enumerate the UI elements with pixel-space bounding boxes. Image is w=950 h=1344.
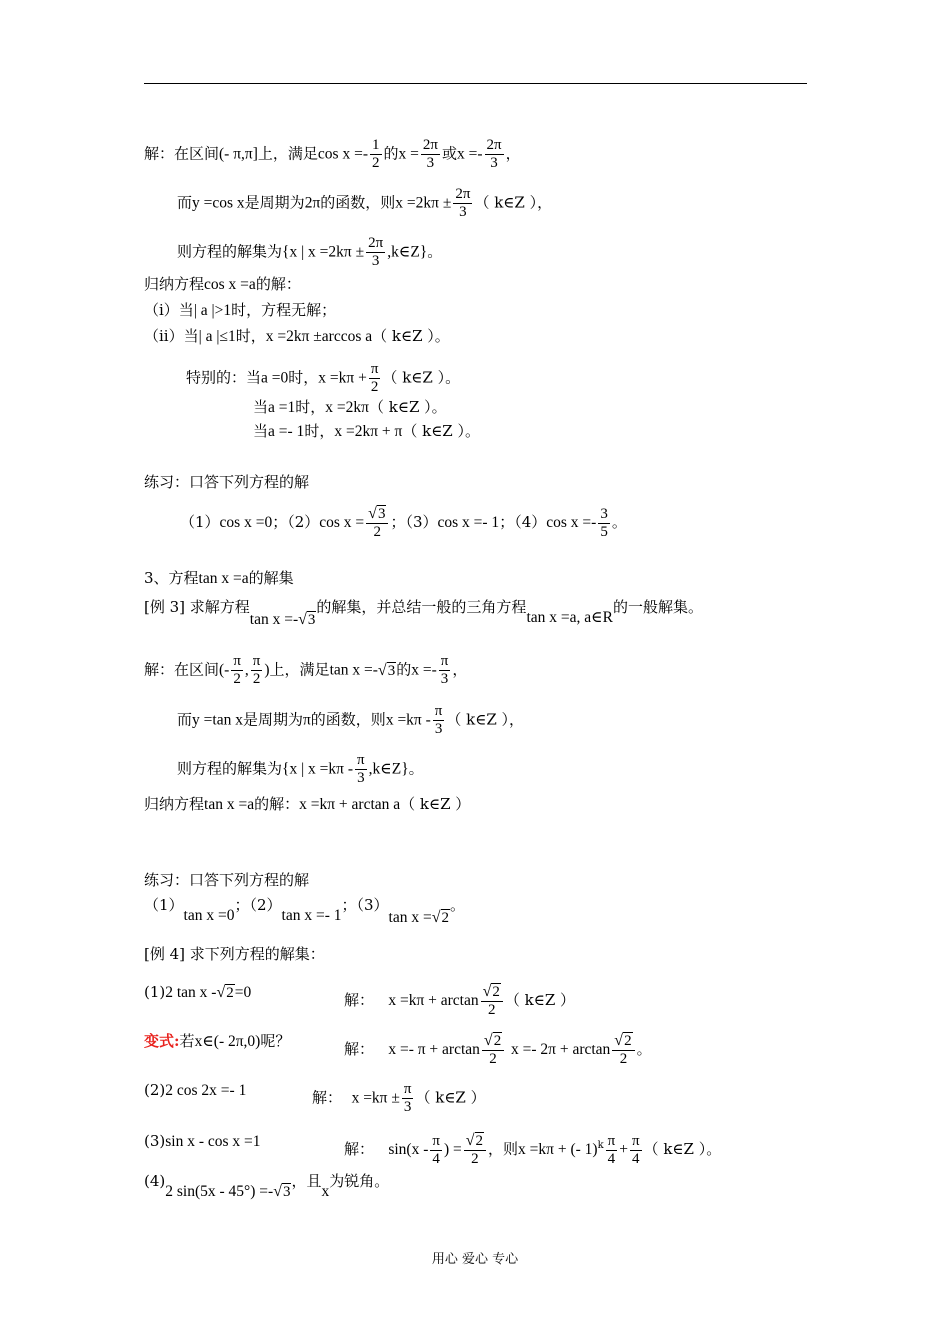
sqrt: √3 [377, 661, 396, 679]
numerator: √2 [464, 1132, 486, 1151]
text: (2) [144, 1081, 166, 1099]
numerator: π [607, 1132, 616, 1149]
math: tan x =0 [183, 907, 235, 924]
text: 或 [441, 144, 457, 163]
exercise-items-1 [180, 505, 627, 541]
text: 的 [383, 144, 399, 163]
math: x =2kπ + π [334, 423, 403, 440]
text: ；（2） [272, 513, 320, 531]
numerator: π [403, 1081, 412, 1097]
text: 时， [295, 398, 326, 416]
exercise-heading-1 [144, 473, 309, 491]
text: 解： [344, 1040, 375, 1058]
variant-label: 变式: [144, 1032, 180, 1050]
text: (3) [144, 1132, 166, 1150]
math: sin x - cos x =1 [165, 1133, 261, 1150]
text: 的解集 [248, 569, 294, 587]
exercise-items-2 [144, 896, 466, 926]
denominator: 2 [372, 155, 380, 171]
math: + [619, 1141, 628, 1158]
math: y =tan x [192, 711, 243, 729]
summary-tan [144, 795, 470, 814]
denominator: 3 [434, 721, 443, 737]
math: | a |>1 [193, 302, 232, 319]
math: tan x = [388, 909, 432, 926]
text: [例 4] 求下列方程的解集： [144, 945, 325, 963]
text: （i）当 [144, 301, 194, 319]
header-rule [144, 83, 807, 84]
denominator: 2 [252, 671, 261, 687]
sqrt-value: 2 [441, 910, 450, 926]
math: cos x =a [204, 276, 256, 293]
denominator: 3 [403, 1099, 412, 1115]
numerator: π [434, 703, 443, 719]
numerator: 3 [600, 505, 608, 522]
math: x∈(- 2π,0) [194, 1033, 261, 1050]
text: 解：在区间 [144, 144, 220, 163]
sqrt-value: 2 [475, 1133, 484, 1149]
denominator: 3 [459, 204, 467, 220]
denominator: 5 [600, 523, 608, 540]
text: 是周期为 [242, 710, 303, 729]
fraction [439, 653, 451, 688]
text: [例 3] 求解方程 [144, 598, 250, 616]
numerator: 2π [368, 235, 384, 251]
text: （ k∈Z ）， [446, 710, 525, 729]
fraction [453, 186, 472, 221]
math: tan x =- [329, 661, 378, 679]
math: x =- π + arctan [388, 1041, 480, 1058]
sqrt-value: 3 [282, 1184, 291, 1200]
solution-line-2 [177, 186, 552, 221]
exercise-heading-2 [144, 871, 309, 889]
fraction [464, 1132, 486, 1168]
text: 。 [408, 759, 424, 778]
text: 时， [288, 368, 319, 387]
math: {x | x =kπ - [282, 760, 354, 778]
text: 练习：口答下列方程的解 [144, 871, 310, 889]
text: 的解集，并总结一般的三角方程 [316, 598, 527, 616]
math: x =kπ + (- 1) [518, 1141, 598, 1158]
fraction [366, 235, 385, 270]
denominator: 2 [488, 1002, 496, 1018]
text: 则方程的解集为 [177, 242, 283, 261]
numerator: √2 [612, 1032, 634, 1051]
math: (- π,π] [219, 145, 258, 163]
text: 解： [344, 1140, 375, 1158]
text: 练习：口答下列方程的解 [144, 473, 310, 491]
math: x =2kπ ± [395, 194, 452, 212]
numerator: √2 [481, 983, 503, 1002]
numerator: 2π [422, 137, 438, 153]
text: （ k∈Z ） [504, 991, 576, 1009]
numerator: π [631, 1132, 640, 1149]
denominator: 3 [426, 155, 435, 171]
sqrt: √3 [298, 611, 316, 628]
math: a =- 1 [268, 423, 305, 440]
fraction [598, 506, 610, 541]
math: x =- 2π + arctan [510, 1041, 611, 1058]
text: 呢？ [260, 1032, 291, 1050]
numerator: π [252, 653, 261, 669]
text: 。 [636, 1040, 652, 1058]
text: 当 [253, 422, 269, 440]
math: x [321, 1183, 330, 1200]
text: 解： [344, 991, 375, 1009]
fraction [606, 1133, 618, 1168]
math: cos x = [319, 514, 365, 531]
math: tan x =a [204, 796, 255, 813]
math: 2 sin(5x - 45°) =- [165, 1183, 274, 1200]
case-ii [144, 327, 450, 346]
math: 2 cos 2x =- 1 [165, 1082, 247, 1099]
text: 时， [235, 327, 266, 345]
math: ) [264, 661, 270, 679]
math: x =- [456, 145, 483, 163]
text: （ k∈Z ） [400, 795, 471, 813]
text: (1) [144, 983, 166, 1001]
sqrt: √2 [216, 984, 234, 1001]
sqrt-value: 3 [377, 506, 386, 522]
text: 是周期为 [244, 193, 305, 212]
fraction [251, 653, 263, 688]
math: x =2kπ [325, 399, 369, 416]
text: 的 [396, 660, 412, 679]
variant-line [144, 1032, 652, 1067]
denominator: 2 [471, 1151, 479, 1167]
fraction [366, 505, 388, 541]
example-4-item-3 [144, 1132, 722, 1167]
text: ；（3） [341, 896, 389, 914]
math: (- [219, 661, 230, 679]
math: tan x =a [198, 570, 249, 587]
text: 时， [304, 422, 335, 440]
text: （ k∈Z ）。 [372, 327, 450, 345]
math: x =- [411, 661, 437, 679]
fraction [369, 361, 381, 396]
text: 而 [177, 193, 193, 212]
text: ，且 [291, 1172, 322, 1190]
example-4-item-4 [144, 1172, 390, 1200]
fraction [485, 137, 504, 172]
denominator: 4 [432, 1150, 440, 1167]
text: （ii）当 [144, 327, 199, 345]
math: π [302, 711, 311, 729]
solution-line-3 [177, 235, 442, 270]
text: 归纳方程 [144, 795, 205, 813]
math: 2 tan x - [165, 984, 217, 1001]
denominator: 3 [440, 671, 449, 687]
fraction [355, 752, 367, 787]
text: 若 [179, 1032, 195, 1050]
text: （ k∈Z ）。 [402, 422, 480, 440]
sqrt-value: 3 [307, 612, 316, 628]
text: 解： [312, 1088, 343, 1107]
denominator: 2 [619, 1051, 628, 1067]
text: 时，方程无解； [231, 301, 337, 319]
text: 当 [253, 398, 269, 416]
denominator: 2 [370, 379, 379, 395]
text: 的函数，则 [310, 710, 386, 729]
text: ， [505, 144, 521, 163]
sqrt-value: 2 [226, 985, 234, 1001]
denominator: 3 [490, 155, 498, 171]
denominator: 2 [373, 524, 382, 540]
text: （ k∈Z ）。 [368, 398, 447, 416]
fraction [421, 137, 440, 172]
fraction [370, 137, 382, 172]
fraction [482, 1032, 504, 1068]
fraction [630, 1133, 642, 1168]
denominator: 4 [632, 1150, 640, 1167]
math: x = [398, 145, 419, 163]
numerator: π [440, 653, 449, 669]
text: 解：在区间 [144, 660, 220, 679]
math: cos x =- [546, 514, 597, 531]
math: {x | x =2kπ ± [282, 243, 365, 261]
denominator: 2 [489, 1051, 497, 1067]
math: x =2kπ ±arccos a [265, 328, 373, 345]
math: tan x =- [249, 611, 299, 628]
section-3-heading [144, 569, 294, 588]
text: 3、方程 [144, 569, 199, 587]
text: 的函数，则 [320, 193, 396, 212]
fraction [231, 653, 243, 688]
text: ；（4） [499, 513, 547, 531]
math: ,k∈Z} [387, 243, 428, 261]
text: （ k∈Z ）。 [382, 368, 461, 387]
text: 为锐角。 [329, 1172, 390, 1190]
text: （ k∈Z ） [415, 1088, 486, 1107]
text: 上，满足 [269, 660, 330, 679]
text: 则方程的解集为 [177, 759, 283, 778]
text: ；（2） [234, 896, 282, 914]
numerator: 2π [455, 186, 471, 202]
text: 上，满足 [257, 144, 318, 163]
math: | a |≤1 [198, 328, 236, 345]
fraction [481, 983, 503, 1019]
example-3 [144, 598, 703, 628]
text: 的一般解集。 [612, 598, 703, 616]
numerator: 1 [372, 137, 380, 153]
summary-cos-heading [144, 275, 301, 294]
text: ；（3） [390, 513, 438, 531]
math: sin(x - [388, 1141, 429, 1158]
math: =0 [234, 984, 252, 1001]
denominator: 3 [371, 253, 380, 269]
text: （1） [144, 896, 184, 914]
text: (4) [144, 1172, 166, 1190]
math: y =cos x [192, 194, 245, 212]
example-4-item-1 [144, 983, 576, 1018]
text: 而 [177, 710, 193, 729]
example-4-item-2 [144, 1081, 486, 1115]
fraction [433, 703, 445, 738]
text: （ k∈Z ）， [474, 193, 553, 212]
numerator: √2 [482, 1032, 504, 1051]
math: x =kπ - [385, 711, 431, 729]
math: , [244, 661, 249, 679]
sqrt-value: 2 [492, 984, 500, 1000]
denominator: 3 [357, 770, 365, 786]
math: cos x =- [317, 145, 368, 163]
solution-tan-line-1 [144, 653, 467, 688]
numerator: π [370, 361, 379, 377]
text: ，则 [488, 1140, 519, 1158]
math: x =kπ + [318, 369, 367, 387]
page-footer: 用心 爱心 专心 [431, 1252, 519, 1267]
case-i [144, 301, 336, 320]
text: 特别的：当 [186, 368, 262, 387]
math: tan x =- 1 [281, 907, 342, 924]
numerator: π [432, 1132, 440, 1149]
math: x =kπ + arctan a [299, 796, 401, 813]
denominator: 4 [607, 1150, 616, 1167]
numerator: √3 [366, 505, 388, 524]
math: x =kπ + arctan [388, 992, 479, 1009]
text: 的解： [255, 275, 301, 293]
math: ,k∈Z} [368, 760, 409, 778]
sqrt: √2 [431, 909, 450, 926]
math: tan x =a, a∈R [526, 609, 613, 626]
numerator: π [357, 752, 365, 768]
fraction [402, 1081, 414, 1116]
exponent: k [597, 1140, 604, 1151]
special-case-1 [186, 361, 460, 396]
text: 的解： [254, 795, 300, 813]
math: a =1 [268, 399, 296, 416]
sqrt-value: 2 [624, 1033, 632, 1049]
fraction [612, 1032, 634, 1068]
solution-tan-line-3 [177, 752, 424, 787]
text: ， [452, 660, 468, 679]
text: （ k∈Z ）。 [643, 1140, 722, 1158]
text: （1） [180, 513, 220, 531]
math: ) = [443, 1141, 462, 1158]
solution-tan-line-2 [177, 703, 524, 738]
sqrt-value: 3 [387, 662, 396, 679]
text: 。 [611, 513, 627, 531]
math: a =0 [261, 369, 289, 387]
text: 归纳方程 [144, 275, 205, 293]
example-4-heading [144, 945, 325, 963]
denominator: 2 [233, 671, 241, 687]
sqrt-value: 2 [493, 1033, 502, 1049]
solution-line-1 [144, 137, 521, 172]
text: 。 [427, 242, 443, 261]
special-case-3 [253, 422, 480, 441]
math: x =kπ ± [351, 1089, 400, 1107]
numerator: 2π [486, 137, 502, 153]
text: 。 [450, 896, 466, 914]
special-case-2 [253, 398, 447, 417]
math: cos x =0 [219, 514, 273, 531]
numerator: π [233, 653, 241, 669]
fraction [430, 1133, 442, 1168]
math: cos x =- 1 [437, 514, 500, 531]
sqrt: √3 [273, 1183, 291, 1200]
math: 2π [304, 194, 321, 212]
